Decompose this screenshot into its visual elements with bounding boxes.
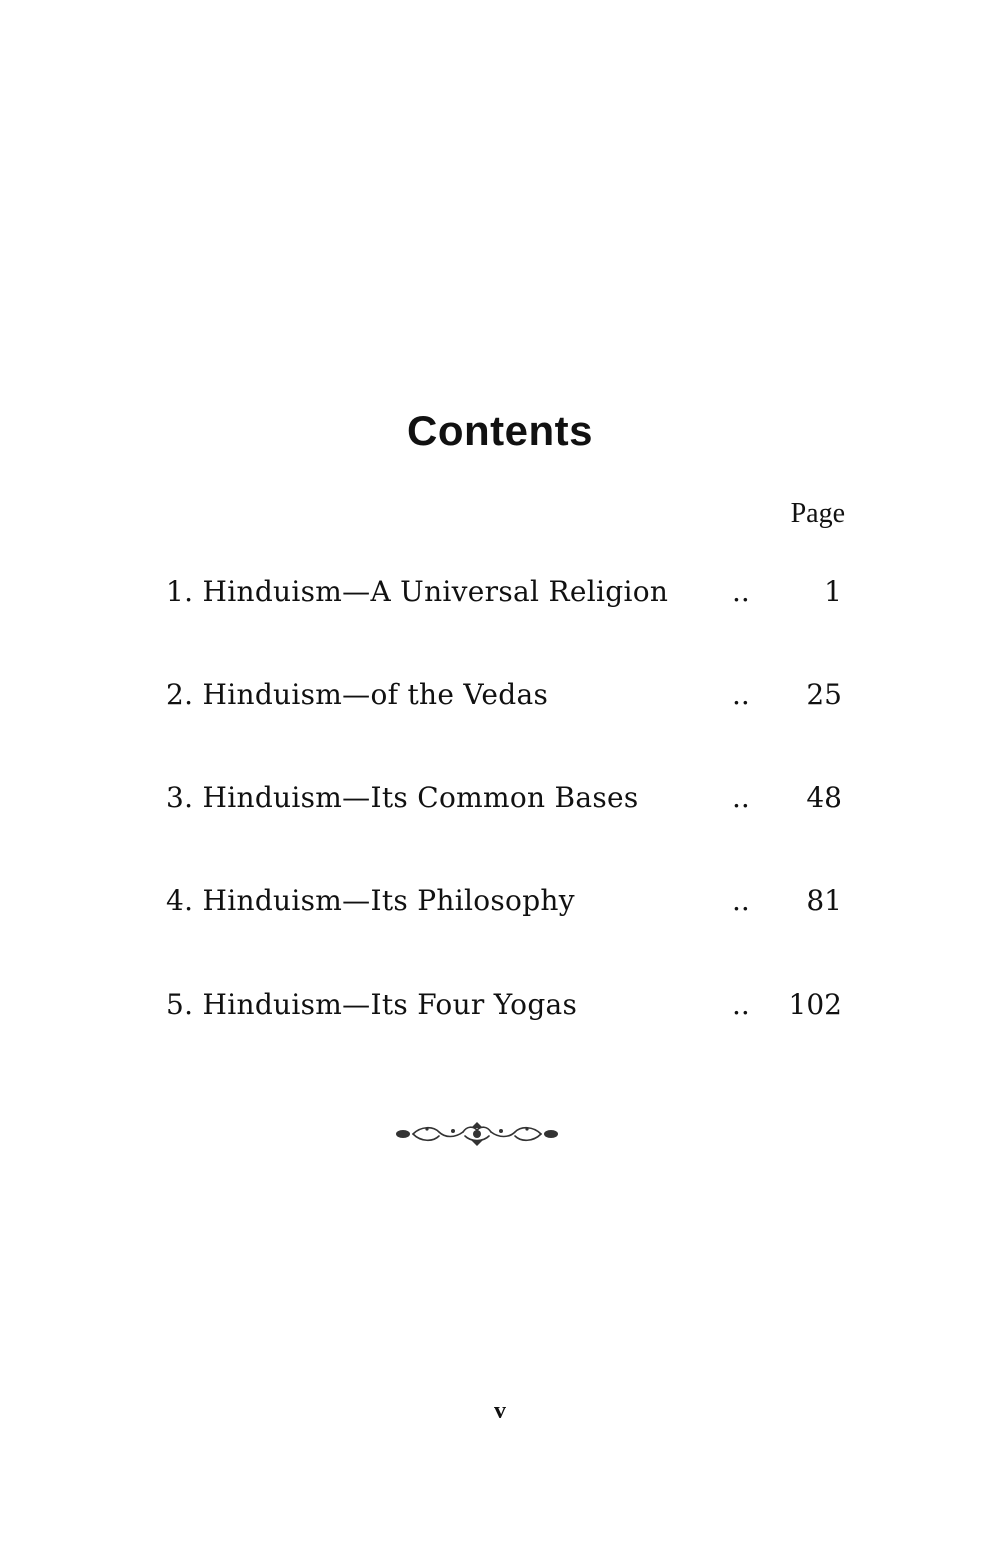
flourish-ornament-icon — [393, 1120, 561, 1148]
toc-entry[interactable] — [166, 985, 842, 1025]
toc-entry-leader: .. — [732, 678, 750, 711]
page-title: Contents — [407, 407, 593, 454]
toc-entry-leader: .. — [732, 575, 750, 608]
toc-entry-title: 1. Hinduism—A Universal Religion — [166, 575, 669, 608]
toc-entry[interactable] — [166, 778, 842, 818]
toc-entry[interactable] — [166, 881, 842, 921]
toc-entry-page: 25 — [806, 678, 842, 711]
page-folio: v — [494, 1398, 506, 1424]
toc-entry-page: 48 — [806, 781, 842, 814]
toc-entry-title: 2. Hinduism—of the Vedas — [166, 678, 549, 711]
toc-entry-page: 81 — [806, 884, 842, 917]
toc-entry-title: 4. Hinduism—Its Philosophy — [166, 884, 575, 917]
page-column-header: Page — [790, 498, 845, 529]
toc-entry-leader: .. — [732, 988, 750, 1021]
toc-entry[interactable] — [166, 675, 842, 715]
toc-entry-page: 102 — [788, 988, 842, 1021]
toc-entry-title: 3. Hinduism—Its Common Bases — [166, 781, 639, 814]
toc-entry-leader: .. — [732, 781, 750, 814]
toc-entry-page: 1 — [824, 575, 842, 608]
toc-entry[interactable] — [166, 572, 842, 612]
toc-entry-title: 5. Hinduism—Its Four Yogas — [166, 988, 578, 1021]
toc-entry-leader: .. — [732, 884, 750, 917]
